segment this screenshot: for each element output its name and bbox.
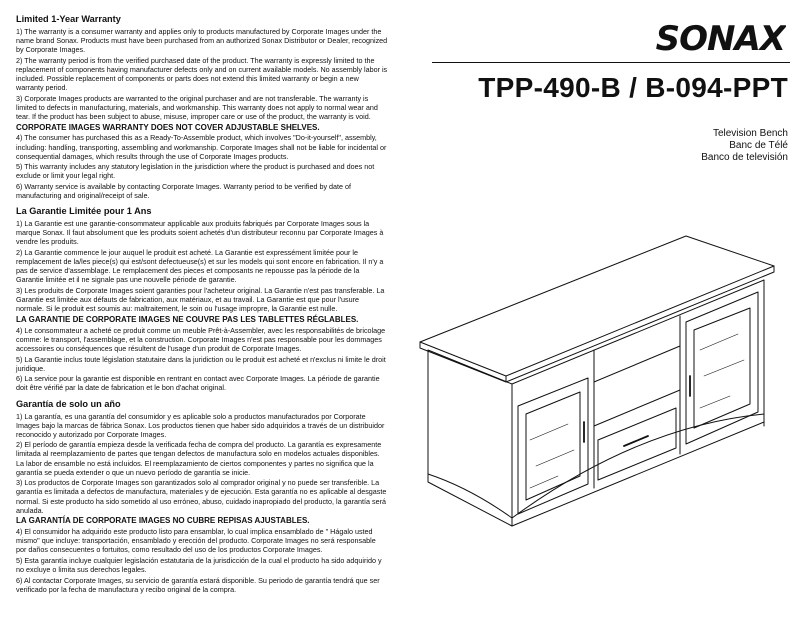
bench-side-face [428, 350, 512, 526]
warranty-paragraph: 3) Les produits de Corporate Images soient garanties pour l'acheteur original. La Garantie n'est pas transferable. La Garantie est limitée aux défauts de fabrication, aux matériaux, et au travail. La Garantie est que pour l'usure normale. Si le produit est soumis au: maltraitement, le soin ou l'usage impropre, la Garantie est nulle. [16, 286, 385, 314]
warranty-heading: La Garantie Limitée pour 1 Ans [16, 206, 152, 217]
product-name-block [701, 128, 788, 164]
product-name-english: Television Bench [712, 128, 788, 139]
warranty-paragraph: 6) Warranty service is available by contacting Corporate Images. Warranty period to be verified by date of manufacturing and original/receipt of sale. [16, 182, 352, 201]
warranty-paragraph: 3) Corporate Images products are warranted to the original purchaser and are not transferable. The warranty is limited to defects in manufacturing, materials, and workmanship. This warranty does not apply to normal wear and tear. If the product has been subject to abuse, misuse, improper care or use of the product, the warranty is void. [16, 93, 378, 122]
warranty-section-spanish [16, 399, 388, 594]
warranty-paragraph: 2) El período de garantía empieza desde la verificada fecha de compra del producto. La garantía es expresamente limitada al reemplazamiento de partes que tengan defectos de manufactura solo en modelos actuales disponibles. La labor de ensamble no está incluidos. El reemplazamiento de ciertos componentes y partes no significa que la garantía se pueda extender o que un nuevo período de garantía se inicie. [16, 440, 382, 477]
warranty-heading: Garantía de solo un año [16, 398, 121, 409]
warranty-section-english [16, 14, 388, 200]
warranty-paragraph: 1) La Garantie est une garantie-consommateur applicable aux produits fabriqués par Corporate Images sous la marque Sonax. Il faut absolument que les produits soient achetés d'un distributeur reconnu par Corporate Images à vendre les produits. [16, 219, 384, 247]
bench-top-slab [420, 236, 774, 376]
right-door-glass [694, 308, 750, 428]
warranty-paragraph: 1) The warranty is a consumer warranty and applies only to products manufactured by Corporate Images under the name brand Sonax. Products must have been purchased from an authorized Sonax Distributor or Dealer, recognized by Corporate Images. [16, 27, 388, 55]
center-drawer [598, 408, 676, 480]
bench-base-arch [512, 414, 764, 518]
left-door-glass-reflection [530, 424, 574, 488]
left-door-glass [526, 392, 580, 500]
warranty-paragraph: 4) Le consommateur a acheté ce produit comme un meuble Prêt-à-Assembler, avec les responsabilités de bricolage comme: le transport, l'assemblage, et la construction. Corporate Images n'est pas responsable pour les dommages accessoires ou conséquences que résultent de l'usage d'un produit de Corporate Images. [16, 325, 386, 353]
left-door [518, 378, 588, 514]
warranty-paragraph: 4) El consumidor ha adquirido este producto listo para ensamblar, lo cual implica ensamblado de " Hágalo usted mismo" que incluye: transportación, ensamblado y erección del producto. Corporate Images no será responsable por daños consecuentes o fortuitos, como resultado del uso de los productos Corporate Images. [16, 527, 376, 555]
product-name-spanish: Banco de televisión [701, 152, 788, 163]
bench-side-arch [428, 474, 512, 518]
warranty-section-french [16, 206, 388, 392]
warranty-paragraph: 1) La garantía, es una garantía del consumidor y es aplicable solo a productos manufacturados por Corporate Images bajo la marcas de fábrica Sonax. Los productos tienen que haber sido adquiridos a través de un distribuidor reconocido y autorizado por Corporate Images. [16, 411, 385, 439]
right-door-glass-reflection [700, 334, 744, 408]
warranty-paragraph: 2) La Garantie commence le jour auquel le produit est acheté. La Garantie est expressément limitée pour le remplacement de la/les piece(s) qui est/sont defectueuse(s) et sur les models qui sont encore en fabrication. Il n'y a pas de service d'assemblage. Le remplacement des pieces et composants ne repousse pas la période de la Garantie limitée et il ne signale pas une nouvelle période de garantie. [16, 248, 384, 285]
tv-bench-illustration [418, 226, 778, 538]
warranty-paragraph: 4) The consumer has purchased this as a Ready-To-Assemble product, which involves "Do-it-yourself", assembly, including: handling, transporting, assembling and workmanship. Corporate Images shall not be liable for incidental or consequential damages, which results through the use of Corporate Images products. [16, 133, 387, 161]
warranty-paragraph: 5) La Garantie inclus toute législation statutaire dans la juridiction ou le produit est acheté et n'exclus ni limite le droit juridique. [16, 354, 386, 373]
brand-logo-text: SONAX [655, 20, 785, 56]
center-drawer-pull [624, 436, 648, 446]
center-shelf-upper [594, 346, 680, 382]
warranty-paragraph: 6) La service pour la garantie est disponible en rentrant en contact avec Corporate Images. La période de garantie doit être vérifié par la date de fabrication et le bon d'achat original. [16, 374, 380, 393]
warranty-paragraph: 6) Al contactar Corporate Images, su servicio de garantía estará disponible. Su periodo de garantía tendrá que ser verificado por la fecha de manufactura y recibo original de la compra. [16, 575, 380, 594]
warranty-paragraph: 2) The warranty period is from the verified purchased date of the product. The warranty is expressly limited to the replacement of components having manufacturer defects only and on current available models. No assembly labor is included. Possible replacement of components or parts does not extend this limited warranty or begin a new warranty period. [16, 55, 388, 93]
warranty-paragraph: 5) Esta garantía incluye cualquier legislación estatutaria de la jurisdicción de la cual el producto ha sido adquirido y no excluye o limita sus derechos legales. [16, 555, 382, 574]
warranty-heading: Limited 1-Year Warranty [16, 14, 121, 24]
warranty-column [16, 14, 388, 600]
warranty-exclusion-note: CORPORATE IMAGES WARRANTY DOES NOT COVER ADJUSTABLE SHELVES. [16, 122, 320, 132]
warranty-paragraph: 3) Los productos de Corporate Images son garantizados solo al comprador original y no puede ser transferible. La garantía es limitada a defectos de manufactura, materiales y de ejecución. Esta garantía no es aplicable al desgaste normal. Si este producto ha sido sometido al uso erróneo, abuso, cuidado inapropiado del producto, la garantía será anulada. [16, 478, 387, 515]
warranty-exclusion-note: LA GARANTIE DE CORPORATE IMAGES NE COUVRE PAS LES TABLETTES RÉGLABLES. [16, 314, 359, 324]
header-divider [432, 62, 790, 63]
right-door [686, 292, 758, 444]
center-shelf-lower [594, 390, 680, 426]
model-number-title: TPP-490-B / B-094-PPT [478, 72, 788, 103]
warranty-paragraph: 5) This warranty includes any statutory legislation in the jurisdiction where the product is purchased and does not exclude or limit your legal right. [16, 162, 375, 181]
product-name-french: Banc de Télé [729, 140, 788, 151]
warranty-exclusion-note: LA GARANTÍA DE CORPORATE IMAGES NO CUBRE REPISAS AJUSTABLES. [16, 516, 310, 526]
sonax-logo [646, 20, 786, 56]
